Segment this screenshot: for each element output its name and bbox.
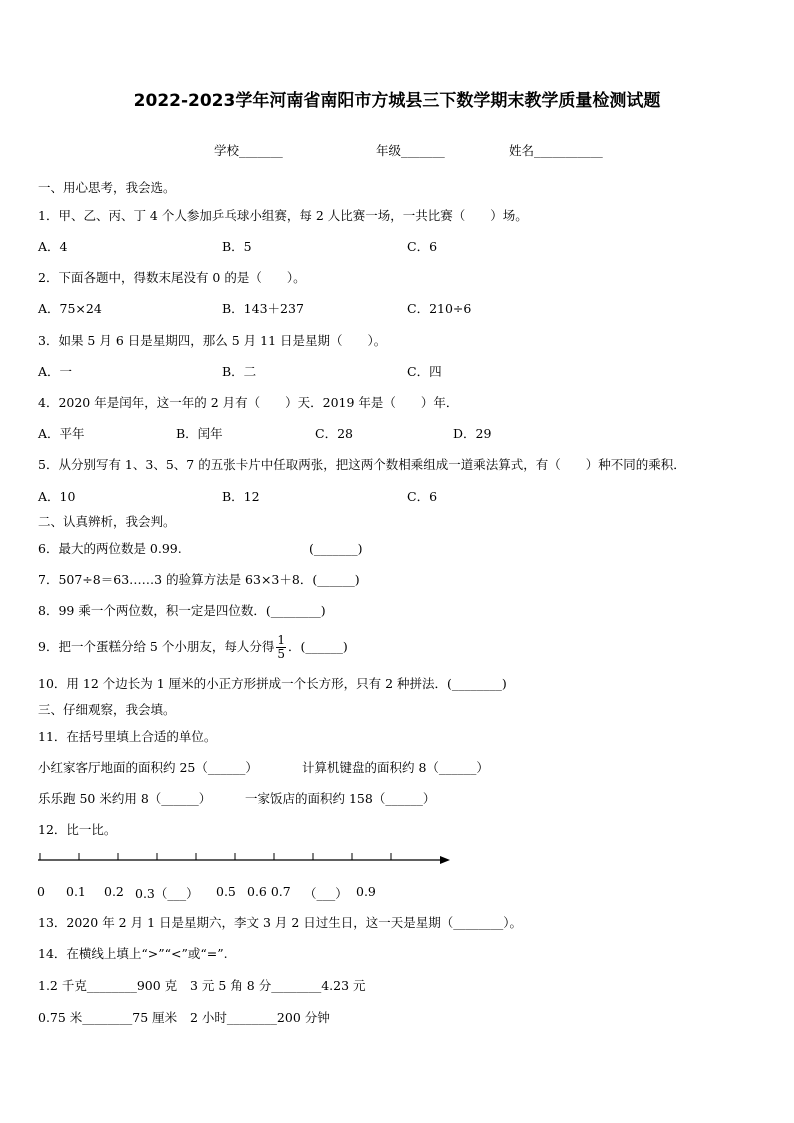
page-title: 2022-2023学年河南省南阳市方城县三下数学期末教学质量检测试题 bbox=[133, 91, 661, 111]
q14-item-3: 0.75 米________75 厘米 bbox=[38, 1010, 178, 1025]
q14-item-4: 2 小时________200 分钟 bbox=[190, 1010, 330, 1025]
number-line-label: 0.5 bbox=[216, 884, 236, 899]
q9-fraction-denominator: 5 bbox=[277, 647, 285, 661]
section-1-heading: 一、用心思考，我会选。 bbox=[38, 180, 176, 195]
q6-answer-blank[interactable]: (_______) bbox=[309, 541, 363, 556]
q11-item-1: 小红家客厅地面的面积约 25（______） bbox=[38, 760, 258, 775]
q2-option-b: B．143＋237 bbox=[222, 301, 304, 316]
number-line-label: 0.2 bbox=[104, 884, 124, 899]
q9-fraction bbox=[276, 634, 286, 661]
number-line-label: 0.9 bbox=[356, 884, 376, 899]
question-14: 14．在横线上填上“>”“<”或“=”. bbox=[38, 946, 228, 961]
q4-option-c: C．28 bbox=[315, 426, 353, 441]
name-field: 姓名___________ bbox=[509, 143, 603, 158]
number-line bbox=[36, 848, 456, 872]
q4-option-b: B．闰年 bbox=[176, 426, 223, 441]
q1-option-a: A．4 bbox=[38, 239, 68, 254]
number-line-label: 0 bbox=[37, 884, 45, 899]
question-7: 7．507÷8＝63……3 的验算方法是 63×3＋8．(______) bbox=[38, 572, 360, 587]
q3-option-c: C．四 bbox=[407, 364, 442, 379]
q4-option-d: D．29 bbox=[453, 426, 492, 441]
q9-blank[interactable]: ．(______) bbox=[288, 639, 348, 654]
q1-option-c: C．6 bbox=[407, 239, 438, 254]
q1-option-b: B．5 bbox=[222, 239, 252, 254]
grade-field: 年级_______ bbox=[376, 143, 445, 158]
question-3: 3．如果 5 月 6 日是星期四，那么 5 月 11 日是星期（ ）。 bbox=[38, 333, 387, 348]
number-line-label: 0.6 0.7 bbox=[247, 884, 291, 899]
q3-option-a: A．一 bbox=[38, 364, 73, 379]
q5-option-c: C．6 bbox=[407, 489, 438, 504]
question-1: 1．甲、乙、丙、丁 4 个人参加乒乓球小组赛，每 2 人比赛一场，一共比赛（ ）场。 bbox=[38, 208, 528, 223]
question-12: 12．比一比。 bbox=[38, 822, 117, 837]
school-field: 学校_______ bbox=[214, 143, 283, 158]
q11-item-3: 乐乐跑 50 米约用 8（______） bbox=[38, 791, 212, 806]
number-line-label-with-blank[interactable]: 0.3（___） bbox=[135, 886, 199, 901]
number-line-arrow bbox=[440, 856, 450, 864]
question-11: 11．在括号里填上合适的单位。 bbox=[38, 729, 217, 744]
question-13: 13．2020 年 2 月 1 日是星期六，李文 3 月 2 日过生日，这一天是星期（________）。 bbox=[38, 915, 523, 930]
q2-option-a: A．75×24 bbox=[38, 301, 102, 316]
q5-option-b: B．12 bbox=[222, 489, 260, 504]
q9-fraction-numerator: 1 bbox=[277, 633, 285, 647]
number-line-blank[interactable]: （___） bbox=[304, 886, 348, 901]
question-5: 5．从分别写有 1、3、5、7 的五张卡片中任取两张，把这两个数相乘组成一道乘法算式，有（ ）种不同的乘积． bbox=[38, 457, 686, 472]
q11-item-2: 计算机键盘的面积约 8（______） bbox=[302, 760, 489, 775]
q9-text: 9．把一个蛋糕分给 5 个小朋友，每人分得 bbox=[38, 639, 275, 654]
question-10: 10．用 12 个边长为 1 厘米的小正方形拼成一个长方形，只有 2 种拼法．(________) bbox=[38, 676, 507, 691]
question-6: 6．最大的两位数是 0.99. bbox=[38, 541, 182, 556]
question-9 bbox=[38, 632, 348, 662]
question-4: 4．2020 年是闰年，这一年的 2 月有（ ）天．2019 年是（ ）年． bbox=[38, 395, 459, 410]
q4-option-a: A．平年 bbox=[38, 426, 85, 441]
section-2-heading: 二、认真辨析，我会判。 bbox=[38, 514, 176, 529]
question-2: 2．下面各题中，得数末尾没有 0 的是（ ）。 bbox=[38, 270, 306, 285]
section-3-heading: 三、仔细观察，我会填。 bbox=[38, 702, 176, 717]
q3-option-b: B．二 bbox=[222, 364, 257, 379]
q5-option-a: A．10 bbox=[38, 489, 76, 504]
number-line-label: 0.1 bbox=[66, 884, 86, 899]
q11-item-4: 一家饭店的面积约 158（______） bbox=[245, 791, 436, 806]
q14-item-2: 3 元 5 角 8 分________4.23 元 bbox=[190, 978, 366, 993]
question-8: 8．99 乘一个两位数，积一定是四位数．(________) bbox=[38, 603, 326, 618]
q14-item-1: 1.2 千克________900 克 bbox=[38, 978, 178, 993]
q2-option-c: C．210÷6 bbox=[407, 301, 472, 316]
